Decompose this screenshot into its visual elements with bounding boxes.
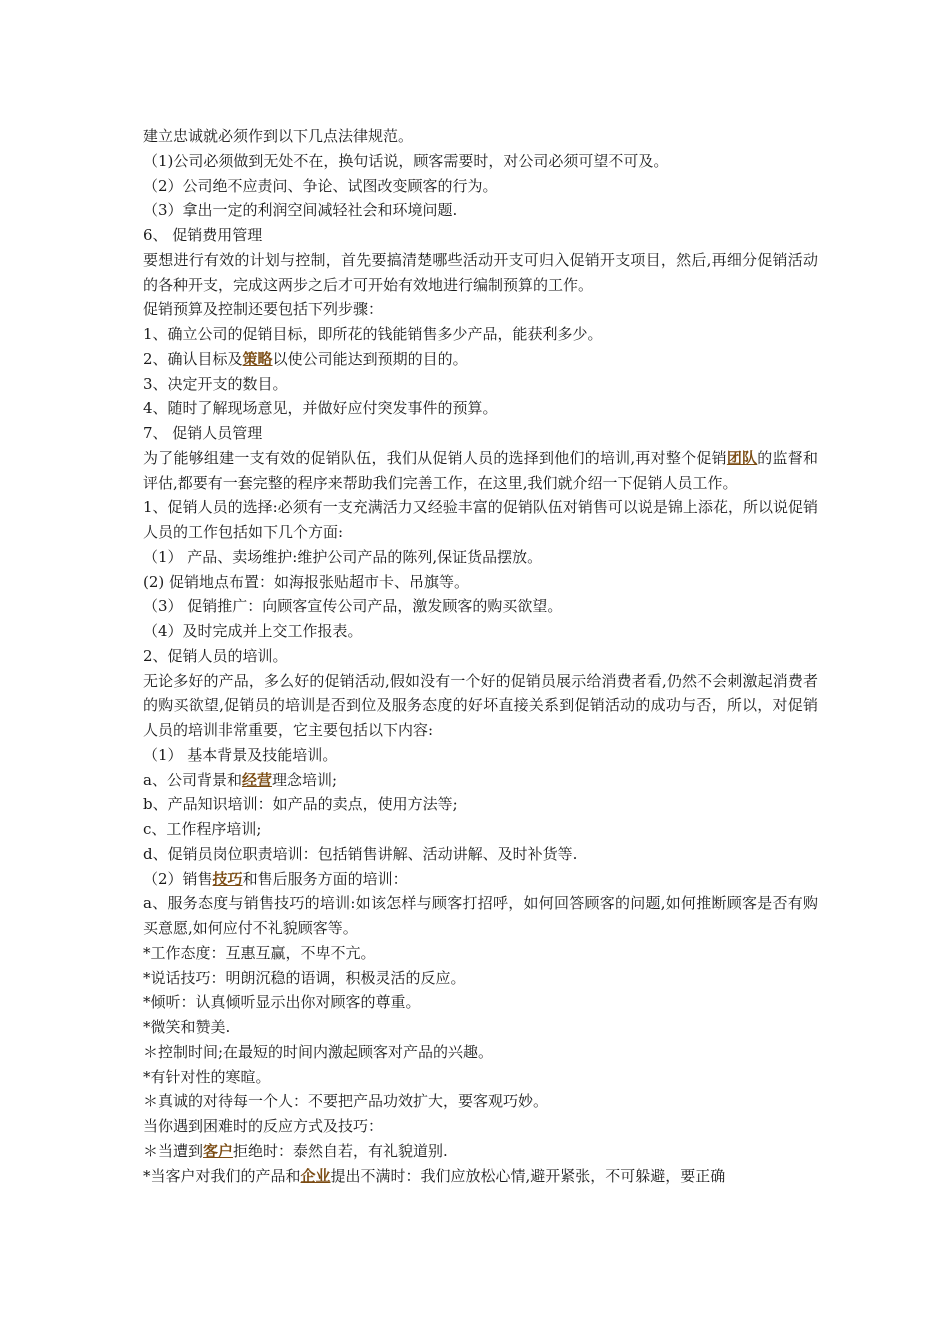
text-segment: 当你遇到困难时的反应方式及技巧： <box>143 1117 384 1135</box>
text-segment: 2、促销人员的培训。 <box>143 646 288 665</box>
text-segment: 2、确认目标及 <box>143 349 243 368</box>
paragraph <box>143 768 818 793</box>
text-segment: 6、 促销费用管理 <box>143 226 263 244</box>
paragraph <box>143 867 818 892</box>
text-segment: （2）公司绝不应责问、争论、试图改变顾客的行为。 <box>143 176 498 195</box>
paragraph <box>143 495 818 545</box>
paragraph <box>143 1089 818 1114</box>
text-segment: 1、促销人员的选择:必须有一支充满活力又经验丰富的促销队伍对销售可以说是锦上添花，所以说促销人员的工作包括如下几个方面: <box>143 498 818 541</box>
text-segment: *说话技巧：明朗沉稳的语调，积极灵活的反应。 <box>143 968 466 987</box>
text-segment: (2) 促销地点布置：如海报张贴超市卡、吊旗等。 <box>143 572 470 591</box>
paragraph <box>143 1015 818 1040</box>
text-segment: 无论多好的产品，多么好的促销活动,假如没有一个好的促销员展示给消费者看,仍然不会刺激起消费者的购买欲望,促销员的培训是否到位及服务态度的好坏直接关系到促销活动的成功与否，所以，对促销人员的培训非常重要，它主要包括以下内容: <box>143 671 818 739</box>
paragraph <box>143 223 818 248</box>
text-segment: （3） 促销推广：向顾客宣传公司产品，激发顾客的购买欲望。 <box>143 597 563 616</box>
text-segment: 的监督和评估,都要有一套完整的程序来帮助我们完善工作，在这里,我们就介绍一下促销人员工作。 <box>143 448 818 492</box>
text-segment: *微笑和赞美. <box>143 1018 231 1036</box>
text-segment: （2）销售 <box>143 869 213 888</box>
text-segment: （4）及时完成并上交工作报表。 <box>143 622 363 640</box>
paragraph <box>143 322 818 347</box>
text-segment: （3）拿出一定的利润空间减轻社会和环境问题. <box>143 201 458 220</box>
text-segment: 促销预算及控制还要包括下列步骤： <box>143 300 384 319</box>
hyperlink[interactable]: 企业 <box>300 1166 331 1185</box>
paragraph <box>143 669 818 743</box>
paragraph <box>143 421 818 446</box>
text-segment: （1)公司必须做到无处不在，换句话说，顾客需要时，对公司必须可望不可及。 <box>143 151 669 170</box>
paragraph <box>143 347 818 372</box>
paragraph <box>143 619 818 644</box>
hyperlink[interactable]: 策略 <box>242 349 273 368</box>
paragraph <box>143 644 818 669</box>
text-segment: a、公司背景和 <box>143 770 242 789</box>
text-segment: b、产品知识培训：如产品的卖点，使用方法等; <box>143 795 458 814</box>
text-segment: d、促销员岗位职责培训：包括销售讲解、活动讲解、及时补货等. <box>143 844 578 863</box>
paragraph <box>143 1139 818 1164</box>
hyperlink[interactable]: 经营 <box>241 770 272 789</box>
paragraph <box>143 743 818 768</box>
text-segment: 3、决定开支的数目。 <box>143 374 288 393</box>
paragraph <box>143 966 818 991</box>
paragraph <box>143 594 818 619</box>
paragraph <box>143 396 818 421</box>
paragraph <box>143 1164 818 1189</box>
paragraph <box>143 1114 818 1139</box>
text-segment: 提出不满时：我们应放松心情,避开紧张，不可躲避，要正确 <box>330 1166 726 1185</box>
hyperlink[interactable]: 团队 <box>726 448 758 467</box>
text-segment: 和售后服务方面的培训： <box>242 869 408 888</box>
paragraph <box>143 248 818 298</box>
paragraph <box>143 297 818 322</box>
text-segment: 要想进行有效的计划与控制，首先要搞清楚哪些活动开支可归入促销开支项目，然后,再细分促销活动的各种开支，完成这两步之后才可开始有效地进行编制预算的工作。 <box>143 250 818 294</box>
text-segment: *当客户对我们的产品和 <box>143 1166 301 1185</box>
text-segment: 4、随时了解现场意见，并做好应付突发事件的预算。 <box>143 399 498 418</box>
text-segment: a、服务态度与销售技巧的培训:如该怎样与顾客打招呼，如何回答顾客的问题,如何推断顾客是否有购买意愿,如何应付不礼貌顾客等。 <box>143 894 818 937</box>
text-segment: 1、确立公司的促销目标，即所花的钱能销售多少产品，能获利多少。 <box>143 325 603 343</box>
paragraph <box>143 372 818 397</box>
paragraph <box>143 198 818 223</box>
hyperlink[interactable]: 技巧 <box>212 869 243 888</box>
text-segment: ＊真诚的对待每一个人：不要把产品功效扩大，要客观巧妙。 <box>143 1092 549 1111</box>
paragraph <box>143 446 818 496</box>
paragraph <box>143 124 818 149</box>
text-segment: 7、 促销人员管理 <box>143 424 263 442</box>
text-segment: 理念培训; <box>271 770 338 789</box>
paragraph <box>143 842 818 867</box>
text-segment: 建立忠诚就必须作到以下几点法律规范。 <box>143 127 414 145</box>
text-segment: （1） 产品、卖场维护:维护公司产品的陈列,保证货品摆放。 <box>143 547 543 566</box>
text-segment: *工作态度：互惠互赢，不卑不亢。 <box>143 943 376 962</box>
text-segment: （1） 基本背景及技能培训。 <box>143 745 338 764</box>
text-segment: *有针对性的寒暄。 <box>143 1067 271 1086</box>
paragraph <box>143 1065 818 1090</box>
text-segment: 拒绝时：泰然自若，有礼貌道别. <box>233 1141 448 1160</box>
paragraph <box>143 990 818 1015</box>
hyperlink[interactable]: 客户 <box>203 1141 234 1160</box>
document-page <box>143 124 818 1188</box>
paragraph <box>143 941 818 966</box>
paragraph <box>143 570 818 595</box>
text-segment: ＊当遭到 <box>143 1141 204 1160</box>
text-segment: 为了能够组建一支有效的促销队伍，我们从促销人员的选择到他们的培训,再对整个促销 <box>143 448 727 467</box>
paragraph <box>143 174 818 199</box>
paragraph <box>143 149 818 174</box>
text-segment: c、工作程序培训; <box>143 820 262 838</box>
paragraph <box>143 792 818 817</box>
paragraph <box>143 891 818 941</box>
text-segment: ＊控制时间;在最短的时间内激起顾客对产品的兴趣。 <box>143 1042 494 1061</box>
paragraph <box>143 1040 818 1065</box>
text-segment: *倾听：认真倾听显示出你对顾客的尊重。 <box>143 993 421 1012</box>
paragraph <box>143 545 818 570</box>
paragraph <box>143 817 818 842</box>
text-segment: 以使公司能达到预期的目的。 <box>272 349 468 368</box>
